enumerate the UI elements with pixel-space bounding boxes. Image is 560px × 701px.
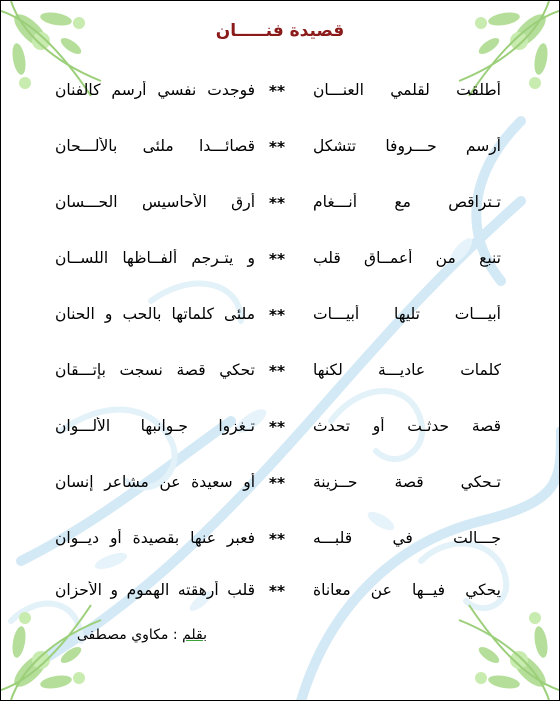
verse-line bbox=[1, 473, 559, 503]
verse-separator: ** bbox=[268, 362, 286, 380]
poem-title: قصيدة فنـــــان bbox=[215, 21, 345, 41]
verse-line bbox=[1, 417, 559, 447]
verse-second-hemistich: و يتـرجم ألفــاظها اللســان bbox=[55, 249, 255, 267]
verse-first-hemistich: أرسم حـــروفا تتشكل bbox=[313, 137, 501, 155]
signature-colon: : bbox=[168, 627, 183, 643]
verse-second-hemistich: تحكي قصة نسجت بإتـــقان bbox=[55, 361, 255, 379]
verse-first-hemistich: جـــالت في قلبـــه bbox=[313, 529, 501, 547]
verse-line bbox=[1, 361, 559, 391]
verse-separator: ** bbox=[268, 474, 286, 492]
verse-first-hemistich: أبيـــات تليها أبيـــات bbox=[313, 305, 501, 323]
verse-first-hemistich: قصة حدثـت أو تحدث bbox=[313, 417, 501, 435]
verse-first-hemistich: كلمات عاديـــة لكنها bbox=[313, 361, 501, 379]
verse-first-hemistich: تـحكي قصة حــزينة bbox=[313, 473, 501, 491]
verse-second-hemistich: فوجدت نفسي أرسم كالفنان bbox=[55, 81, 255, 99]
verse-separator: ** bbox=[268, 82, 286, 100]
verse-first-hemistich: أطلقت لقلمي العنـــان bbox=[313, 81, 501, 99]
verse-separator: ** bbox=[268, 138, 286, 156]
author-signature bbox=[77, 627, 207, 643]
verse-line bbox=[1, 305, 559, 335]
verse-separator: ** bbox=[268, 582, 286, 600]
verse-line bbox=[1, 193, 559, 223]
verse-separator: ** bbox=[268, 250, 286, 268]
verse-line bbox=[1, 529, 559, 559]
verse-second-hemistich: أرق الأحاسيس الحـــسان bbox=[55, 193, 255, 211]
verse-line bbox=[1, 581, 559, 611]
verse-separator: ** bbox=[268, 530, 286, 548]
signature-name: مكاوي مصطفى bbox=[76, 627, 169, 643]
verse-line bbox=[1, 137, 559, 167]
verse-second-hemistich: قصائـــدا ملئى بالألـــحان bbox=[55, 137, 255, 155]
verse-second-hemistich: أو سعيدة عن مشاعر إنسان bbox=[55, 473, 255, 491]
verse-second-hemistich: فعبر عنها بقصيدة أو ديــوان bbox=[55, 529, 255, 547]
verse-first-hemistich: تـتراقص مع أنـــغام bbox=[313, 193, 501, 211]
verse-line bbox=[1, 81, 559, 111]
signature-prefix: بقلم bbox=[182, 627, 207, 643]
verse-second-hemistich: قلب أرهقته الهموم و الأحزان bbox=[55, 581, 255, 599]
verse-second-hemistich: تـغزوا جـوانبها الألـــوان bbox=[55, 417, 255, 435]
verse-separator: ** bbox=[268, 306, 286, 324]
verse-separator: ** bbox=[268, 194, 286, 212]
verse-line bbox=[1, 249, 559, 279]
verse-second-hemistich: ملئى كلماتها بالحب و الحنان bbox=[55, 305, 255, 323]
verse-first-hemistich: تنبع من أعمــاق قلب bbox=[313, 249, 501, 267]
verse-first-hemistich: يحكي فيــها عن معاناة bbox=[313, 581, 501, 599]
verse-separator: ** bbox=[268, 418, 286, 436]
